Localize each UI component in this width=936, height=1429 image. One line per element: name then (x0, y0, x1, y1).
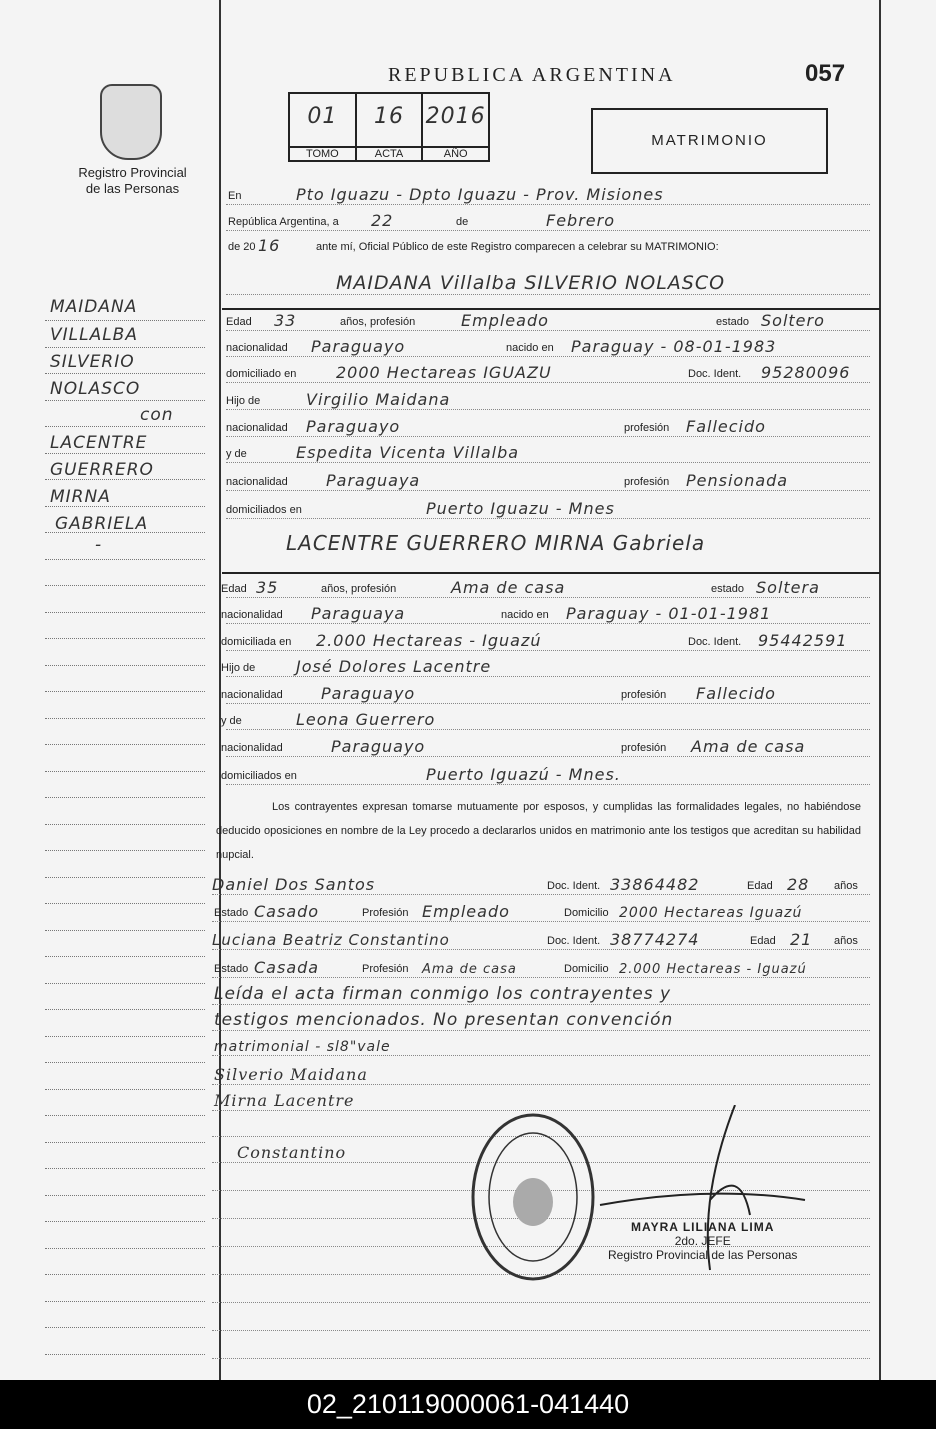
groom-mother: Espedita Vicenta Villalba (296, 443, 520, 462)
margin-note-line: con (140, 405, 174, 425)
intro-text: ante mí, Oficial Público de este Registro comparecen a celebrar su MATRIMONIO: (316, 241, 719, 253)
bride-name: LACENTRE GUERRERO MIRNA Gabriela (286, 531, 706, 555)
right-border (879, 0, 881, 1380)
edad-label: Edad (226, 316, 252, 328)
year-row (226, 233, 870, 255)
bride-father-nat-row (221, 681, 870, 704)
margin-note-line: GUERRERO (50, 460, 154, 480)
edad-label: Edad (221, 583, 247, 595)
anios-label: años (834, 935, 858, 947)
day-value: 22 (371, 211, 394, 230)
acta-value: 16 (374, 104, 404, 129)
profesion-label: Profesión (362, 907, 409, 919)
y-de-label: y de (226, 448, 247, 460)
bride-parents-address: Puerto Iguazú - Mnes. (426, 765, 621, 784)
bride-age: 35 (256, 578, 279, 597)
margin-ruled-line (45, 691, 205, 692)
province-seal (100, 84, 162, 160)
bride-nationality-row (221, 601, 870, 624)
margin-ruled-line (45, 400, 205, 401)
margin-ruled-line (45, 426, 205, 427)
witness-2-status: Casada (254, 958, 320, 977)
anio-value: 2016 (425, 104, 486, 129)
domiciliada-label: domiciliada en (221, 636, 292, 648)
groom-nationality: Paraguayo (311, 337, 406, 356)
note-text: Leída el acta firman conmigo los contrayentes y (214, 984, 672, 1004)
doc-label: Doc. Ident. (547, 880, 601, 892)
margin-ruled-line (45, 877, 205, 878)
footer-id-bar (0, 1380, 936, 1429)
note-text: testigos mencionados. No presentan convención (214, 1010, 674, 1030)
bride-mother: Leona Guerrero (296, 710, 436, 729)
groom-parents-address: Puerto Iguazu - Mnes (426, 499, 615, 518)
place-row (226, 182, 870, 205)
witness-2-profession: Ama de casa (422, 962, 517, 977)
bride-status: Soltera (756, 578, 820, 597)
nacionalidad-label: nacionalidad (226, 422, 288, 434)
witness-1-status: Casado (254, 902, 320, 921)
margin-ruled-line (45, 1327, 205, 1328)
bride-address: 2.000 Hectareas - Iguazú (316, 631, 542, 650)
doc-label: Doc. Ident. (547, 935, 601, 947)
bride-parents-address-row (221, 762, 870, 785)
anio-label: AÑO (423, 146, 488, 160)
doc-label: Doc. Ident. (688, 368, 742, 380)
place-value: Pto Iguazu - Dpto Iguazu - Prov. Misiones (296, 185, 664, 204)
official-block (608, 1220, 797, 1262)
margin-note-line: MIRNA (50, 487, 111, 507)
domicilio-label: Domicilio (564, 907, 609, 919)
groom-father-profession: Fallecido (686, 417, 766, 436)
y-de-label: y de (221, 715, 242, 727)
declaration-text: Los contrayentes expresan tomarse mutuamente por esposos, y cumplidas las formalidades legales, no habiéndose deducido oposiciones en nombre de la Ley procedo a declararlos unidos en matrimonio ante los testigos que acreditan su habilidad nupcial. (216, 801, 861, 861)
margin-ruled-line (45, 903, 205, 904)
margin-note-line: MAIDANA (50, 297, 138, 317)
witness-1-name: Daniel Dos Santos (212, 875, 376, 894)
margin-ruled-line (45, 1274, 205, 1275)
org-line-1: Registro Provincial (78, 165, 187, 180)
hijo-label: Hijo de (226, 395, 261, 407)
round-stamp (468, 1110, 598, 1285)
bride-profession: Ama de casa (451, 578, 566, 597)
bride-doc: 95442591 (758, 631, 848, 650)
margin-ruled-line (45, 373, 205, 374)
acta-label: ACTA (357, 146, 422, 160)
anio-cell (423, 94, 488, 160)
tomo-value: 01 (307, 104, 338, 129)
profesion-label: profesión (621, 742, 667, 754)
groom-age-row (226, 308, 870, 331)
margin-ruled-line (45, 771, 205, 772)
margin-ruled-line (45, 850, 205, 851)
act-type: MATRIMONIO (651, 132, 768, 149)
margin-ruled-line (45, 585, 205, 586)
witness-2-doc: 38774274 (610, 930, 700, 949)
note-line-2 (212, 1008, 870, 1031)
official-name: MAYRA LILIANA LIMA (631, 1220, 775, 1234)
domicilio-label: Domicilio (564, 963, 609, 975)
witness-1-doc: 33864482 (610, 875, 700, 894)
witness-1-profession: Empleado (422, 902, 510, 921)
groom-name-row (226, 272, 870, 295)
tomo-cell (290, 94, 357, 160)
margin-ruled-line (45, 930, 205, 931)
margin-ruled-line (45, 1009, 205, 1010)
margin-ruled-line (45, 1354, 205, 1355)
margin-ruled-line (45, 824, 205, 825)
bride-nationality: Paraguaya (311, 604, 406, 623)
margin-note-line: LACENTRE (50, 433, 148, 453)
margin-note-line: SILVERIO (50, 352, 135, 372)
margin-ruled-line (45, 983, 205, 984)
margin-note-line: VILLALBA (50, 325, 138, 345)
groom-father-nationality: Paraguayo (306, 417, 401, 436)
org-line-2: de las Personas (85, 181, 180, 196)
estado-label: Estado (214, 963, 249, 975)
groom-father-row (226, 387, 870, 410)
nacionalidad-label: nacionalidad (221, 742, 283, 754)
bride-birth: Paraguay - 01-01-1981 (566, 604, 772, 623)
margin-ruled-line (45, 744, 205, 745)
witness-1-address: 2000 Hectareas Iguazú (619, 905, 803, 921)
profesion-label: años, profesión (340, 316, 416, 328)
nacionalidad-label: nacionalidad (221, 689, 283, 701)
org-name (60, 165, 205, 197)
margin-ruled-line (45, 1248, 205, 1249)
profesion-label: años, profesión (321, 583, 397, 595)
bride-father-row (221, 654, 870, 677)
bride-father-profession: Fallecido (696, 684, 776, 703)
bride-signature: Mirna Lacentre (214, 1091, 355, 1110)
margin-note-line: - (95, 535, 103, 555)
groom-mother-row (226, 440, 870, 463)
groom-status: Soltero (761, 311, 825, 330)
groom-name: MAIDANA Villalba SILVERIO NOLASCO (336, 272, 726, 294)
bride-mother-nationality: Paraguayo (331, 737, 426, 756)
margin-note-line: NOLASCO (50, 379, 141, 399)
bride-mother-nat-row (221, 734, 870, 757)
edad-label: Edad (747, 880, 773, 892)
doc-label: Doc. Ident. (688, 636, 742, 648)
date-row (226, 208, 870, 231)
margin-ruled-line (45, 1142, 205, 1143)
blank-line (212, 1336, 870, 1359)
year-prefix: de 20 (228, 241, 256, 253)
margin-ruled-line (45, 320, 205, 321)
profesion-label: profesión (624, 422, 670, 434)
tomo-label: TOMO (290, 146, 355, 160)
note-line-3 (212, 1033, 870, 1056)
witness-2-address: 2.000 Hectareas - Iguazú (619, 962, 807, 977)
margin-ruled-line (45, 559, 205, 560)
nacido-label: nacido en (501, 609, 549, 621)
groom-nationality-row (226, 334, 870, 357)
witness-2-row (212, 927, 870, 950)
profesion-label: profesión (624, 476, 670, 488)
margin-ruled-line (45, 665, 205, 666)
margin-ruled-line (45, 956, 205, 957)
margin-ruled-line (45, 1168, 205, 1169)
groom-parents-address-row (226, 496, 870, 519)
groom-mother-nationality: Paraguaya (326, 471, 421, 490)
section-divider (222, 572, 880, 574)
year-suffix: 16 (258, 236, 281, 255)
blank-line (212, 1308, 870, 1331)
margin-ruled-line (45, 1089, 205, 1090)
domiciliados-label: domiciliados en (226, 504, 302, 516)
groom-address-row (226, 360, 870, 383)
groom-doc: 95280096 (761, 363, 851, 382)
bride-name-row (226, 533, 870, 555)
groom-age: 33 (274, 311, 297, 330)
groom-father: Virgilio Maidana (306, 390, 451, 409)
groom-birth: Paraguay - 08-01-1983 (571, 337, 777, 356)
bride-father-nationality: Paraguayo (321, 684, 416, 703)
act-type-box (591, 108, 828, 174)
groom-profession: Empleado (461, 311, 549, 330)
bride-mother-row (221, 707, 870, 730)
margin-ruled-line (45, 1115, 205, 1116)
margin-ruled-line (45, 1036, 205, 1037)
nacionalidad-label: nacionalidad (221, 609, 283, 621)
acta-cell (357, 94, 424, 160)
month-value: Febrero (546, 211, 615, 230)
nacido-label: nacido en (506, 342, 554, 354)
profesion-label: profesión (621, 689, 667, 701)
margin-ruled-line (45, 1221, 205, 1222)
witness-2-details-row (212, 955, 870, 978)
page-number: 057 (805, 60, 846, 87)
witness-1-age: 28 (787, 875, 810, 894)
note-line-1 (212, 982, 870, 1005)
margin-ruled-line (45, 638, 205, 639)
edad-label: Edad (750, 935, 776, 947)
bride-age-row (221, 575, 870, 598)
official-role: 2do. JEFE (674, 1234, 731, 1248)
estado-label: Estado (214, 907, 249, 919)
groom-father-nat-row (226, 414, 870, 437)
witness-1-row (212, 872, 870, 895)
margin-ruled-line (45, 612, 205, 613)
witness-signature: Constantino (237, 1143, 347, 1162)
country-title: REPUBLICA ARGENTINA (388, 64, 676, 86)
nacionalidad-label: nacionalidad (226, 476, 288, 488)
estado-label: estado (711, 583, 745, 595)
anios-label: años (834, 880, 858, 892)
margin-ruled-line (45, 718, 205, 719)
domiciliado-label: domiciliado en (226, 368, 297, 380)
hijo-label: Hijo de (221, 662, 256, 674)
signature-line-1 (212, 1062, 870, 1085)
margin-ruled-line (45, 1195, 205, 1196)
groom-signature: Silverio Maidana (214, 1065, 368, 1084)
official-org: Registro Provincial de las Personas (608, 1248, 798, 1262)
bride-address-row (221, 628, 870, 651)
margin-note-line: GABRIELA (55, 514, 149, 534)
en-label: En (228, 190, 242, 202)
nacionalidad-label: nacionalidad (226, 342, 288, 354)
margin-ruled-line (45, 1062, 205, 1063)
estado-label: estado (716, 316, 750, 328)
record-id-box (288, 92, 490, 162)
de-label: de (456, 216, 469, 228)
margin-ruled-line (45, 1301, 205, 1302)
bride-father: José Dolores Lacentre (296, 657, 492, 676)
margin-ruled-line (45, 797, 205, 798)
groom-mother-profession: Pensionada (686, 471, 789, 490)
footer-id: 02_210119000061-041440 (306, 1389, 630, 1419)
bride-mother-profession: Ama de casa (691, 737, 806, 756)
witness-1-details-row (212, 899, 870, 922)
witness-2-age: 21 (790, 930, 813, 949)
margin-ruled-line (45, 347, 205, 348)
groom-mother-nat-row (226, 468, 870, 491)
groom-address: 2000 Hectareas IGUAZU (336, 363, 552, 382)
witness-2-name: Luciana Beatriz Constantino (212, 931, 450, 949)
profesion-label: Profesión (362, 963, 409, 975)
note-text: matrimonial - sl8"vale (214, 1039, 391, 1055)
republica-label: República Argentina, a (228, 216, 339, 228)
domiciliados-label: domiciliados en (221, 770, 297, 782)
